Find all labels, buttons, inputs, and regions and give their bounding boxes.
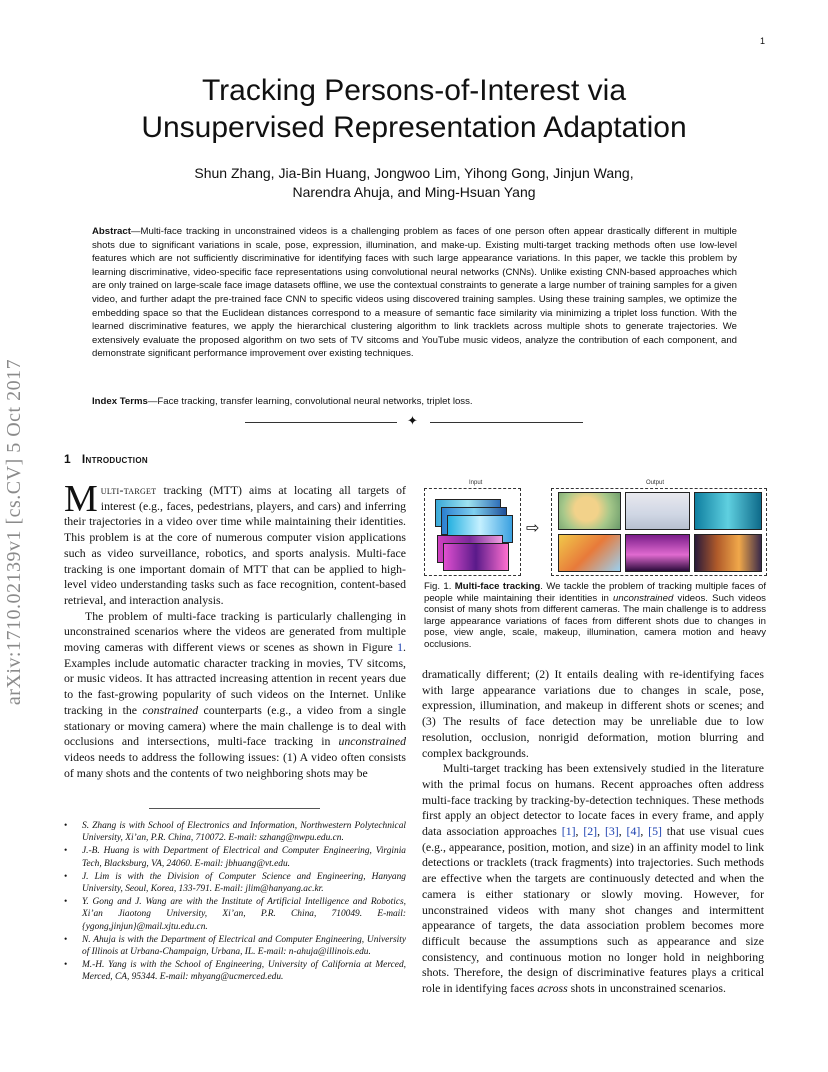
citation-separator: , — [575, 824, 584, 839]
author-list — [90, 164, 738, 202]
title-line-1: Tracking Persons-of-Interest via — [201, 74, 627, 107]
bullet-icon: • — [64, 846, 68, 857]
index-terms — [92, 395, 737, 409]
figure-1 — [424, 480, 768, 578]
footnote-text: J. Lim is with the Division of Computer Science and Engineering, Hanyang University, Seoul, Korea, 133-791. E-mail: jlim@hanyang.ac.kr. — [82, 871, 406, 895]
arxiv-stamp: arXiv:1710.02139v1 [cs.CV] 5 Oct 2017 — [3, 358, 25, 706]
intro-paragraph-1 — [64, 478, 406, 609]
output-frame — [694, 534, 762, 572]
intro-paragraph-4 — [422, 761, 764, 997]
footnote-item — [64, 845, 406, 869]
output-frame — [625, 534, 690, 572]
intro-p1-text: tracking (MTT) aims at locating all targets of interest (e.g., faces, pedestrians, players, and cars) and inferring their trajectories in a video over time while maintaining their identities. This problem is at the core of numerous computer vision applications such as video surveillance, robotics, and sports analysis. Multi-face tracking is one important domain of MTT that can be applied to high-level video understanding tasks such as face recognition, content-based retrieval, and interaction analysis. — [64, 483, 406, 607]
page-number: 1 — [759, 36, 765, 46]
section-heading — [64, 452, 148, 466]
footnote-rule — [149, 808, 320, 809]
intro-p2-emphasis-2: unconstrained — [338, 734, 406, 749]
footnotes — [64, 820, 406, 985]
input-frame — [443, 543, 509, 571]
output-frame — [625, 492, 690, 530]
arrow-icon: ⇨ — [526, 518, 540, 537]
intro-p2-text-a: The problem of multi-face tracking is particularly challenging in unconstrained scenarios where the videos are generated from multiple moving cameras with different views or scenes as shown in Figure — [64, 608, 406, 655]
citation-separator: , — [640, 824, 649, 839]
footnote-item — [64, 934, 406, 958]
footnote-item — [64, 871, 406, 895]
intro-paragraph-3: dramatically different; (2) It entails dealing with re-identifying faces with large appearance variations due to changes in scale, pose, expression, illumination, and makeup in different shots or scenes; and (3) The results of face detection may be unreliable due to low resolution, occlusion, nonrigid deformation, motion blurring and complex backgrounds. — [422, 667, 764, 760]
citation-separator: , — [618, 824, 627, 839]
caption-text-b: videos. Such videos consist of many shots from different cameras. The main challenge is to address large appearance variations of faces from different shots due to changes in pose, view angle, scale, makeup, illumination, camera motion and heavy occlusions. — [424, 592, 766, 650]
footnote-item — [64, 896, 406, 933]
citation-link[interactable]: [5] — [648, 824, 662, 839]
intro-p2-text-d: videos needs to address the following issues: (1) A video often consists of many shots and the contents of two neighboring shots may be — [64, 749, 406, 780]
author-line-2: Narendra Ahuja, and Ming-Hsuan Yang — [292, 184, 536, 200]
section-number: 1 — [64, 452, 71, 466]
figure-output-label: Output — [646, 480, 665, 486]
output-frame — [558, 534, 621, 572]
figure-ref-link[interactable]: 1 — [397, 640, 404, 655]
footnote-text: M.-H. Yang is with the School of Engineering, University of California at Merced, Merced, CA, 95344. E-mail: mhyang@ucmerced.edu. — [82, 960, 406, 983]
citation-link[interactable]: [2] — [583, 824, 598, 839]
bullet-icon: • — [64, 871, 68, 882]
citation-link[interactable]: [4] — [626, 824, 641, 839]
caption-bold: Multi-face tracking — [454, 581, 541, 592]
input-frames-box — [424, 488, 521, 576]
bullet-icon: • — [64, 960, 68, 971]
footnote-text: J.-B. Huang is with Department of Electrical and Computer Engineering, Virginia Tech, Blacksburg, VA, 24060. E-mail: jbhuang@vt.edu. — [82, 846, 406, 869]
abstract — [92, 225, 737, 361]
intro-p4-text-b: that use visual cues (e.g., appearance, position, motion, and size) in an affinity model to link detections or tracklets (track fragments) into trajectories. Such methods are effective when the targets are continuously detected and when the camera is either stationary or slowly moving. However, for unconstrained videos with many shot changes and intermittent appearance of targets, the data association problem becomes more difficult because the assumptions such as appearance and size consistency, and continuous motion no longer hold in neighboring shots. Therefore, the design of discriminative features plays a critical role in identifying faces — [422, 824, 764, 996]
dropcap: M — [64, 478, 98, 520]
section-title: Introduction — [81, 452, 148, 466]
citation-link[interactable]: [3] — [604, 824, 619, 839]
separator-line-left — [245, 422, 397, 423]
intro-smallcaps: ulti-target — [100, 483, 157, 497]
intro-p2-text-c: counterparts (e.g., a video from a single stationary or moving camera) where the main challenge is to deal with occlusions and intersections, multi-face tracking in — [64, 702, 406, 749]
title-line-2: Unsupervised Representation Adaptation — [141, 111, 687, 144]
index-terms-text: —Face tracking, transfer learning, convolutional neural networks, triplet loss. — [147, 396, 473, 407]
footnote-text: Y. Gong and J. Wang are with the Institute of Artificial Intelligence and Robotics, Xi’an Jiaotong University, Xi’an, P.R. China, 710049. E-mail: {ygong,jinjun}@mail.xjtu.edu.cn. — [82, 897, 406, 932]
author-line-1: Shun Zhang, Jia-Bin Huang, Jongwoo Lim, Yihong Gong, Jinjun Wang, — [194, 165, 634, 181]
footnote-item — [64, 959, 406, 983]
figure-caption — [424, 581, 766, 651]
figure-input-label: Input — [469, 480, 483, 486]
left-column-body — [64, 478, 406, 781]
output-frame — [558, 492, 621, 530]
intro-p4-emphasis: across — [537, 981, 568, 996]
caption-emphasis: unconstrained — [613, 592, 674, 604]
footnote-text: S. Zhang is with School of Electronics and Information, Northwestern Polytechnical University, Xi’an, P.R. China, 710072. E-mail: szhang@nwpu.edu.cn. — [82, 821, 406, 844]
abstract-text: —Multi-face tracking in unconstrained videos is a challenging problem as faces of one person often appear drastically different in multiple shots due to significant variations in scale, pose, expression, illumination, and make-up. Existing multi-target tracking methods often use low-level features which are not sufficiently discriminative for identifying faces with such large appearance variations. In this paper, we tackle this problem by learning discriminative, video-specific face representations using convolutional neural networks (CNNs). Unlike existing CNN-based approaches which are only trained on large-scale face image datasets offline, we use the contextual constraints to generate a large number of training samples for a given video, and further adapt the pre-trained face CNN to specific videos using discovered training samples. Using these training samples, we optimize the embedding space so that the Euclidean distances correspond to a measure of semantic face similarity via minimizing a triplet loss function. With the learned discriminative features, we apply the hierarchical clustering algorithm to link tracklets across multiple shots to generate trajectories. We extensively evaluate the proposed algorithm on two sets of TV sitcoms and YouTube music videos, analyze the contribution of each component, and demonstrate significant performance improvement over existing techniques. — [92, 226, 737, 360]
intro-p4-text-c: shots in unconstrained scenarios. — [567, 981, 726, 996]
paper-title — [60, 72, 768, 146]
output-frames-box — [551, 488, 767, 576]
bullet-icon: • — [64, 821, 68, 831]
citation-link[interactable]: [1] — [561, 824, 576, 839]
intro-p4-text-a: Multi-target tracking has been extensively studied in the literature with the primal focus on humans. Recent approaches often address multi-face tracking by tracking-by-detection techniques. These methods first apply an object detector to locate faces in every frame, and apply data association approaches — [422, 761, 764, 839]
right-column-body — [422, 667, 764, 997]
output-frame — [694, 492, 762, 530]
caption-prefix: Fig. 1. — [424, 581, 455, 592]
separator-line-right — [430, 422, 583, 423]
intro-paragraph-2 — [64, 609, 406, 782]
intro-p2-emphasis-1: constrained — [142, 702, 199, 717]
bullet-icon: • — [64, 934, 68, 945]
footnote-item — [64, 820, 406, 844]
index-terms-label: Index Terms — [92, 396, 148, 407]
caption-text-a: . We tackle the problem of tracking multiple faces of people while maintaining their identities in — [424, 581, 767, 604]
separator-diamond-icon: ✦ — [407, 414, 418, 429]
abstract-label: Abstract — [92, 226, 131, 237]
citation-separator: , — [597, 824, 605, 839]
bullet-icon: • — [64, 897, 68, 908]
intro-p2-text-b: . Examples include automatic character tracking in movies, TV sitcoms, or music videos. It has attracted increasing attention in recent years due to the fast-growing popularity of such videos on the Internet. Unlike tracking in the — [64, 640, 406, 717]
footnote-text: N. Ahuja is with the Department of Electrical and Computer Engineering, University of Illinois at Urbana-Champaign, Urbana, IL. E-mail: n-ahuja@illinois.edu. — [82, 934, 406, 958]
